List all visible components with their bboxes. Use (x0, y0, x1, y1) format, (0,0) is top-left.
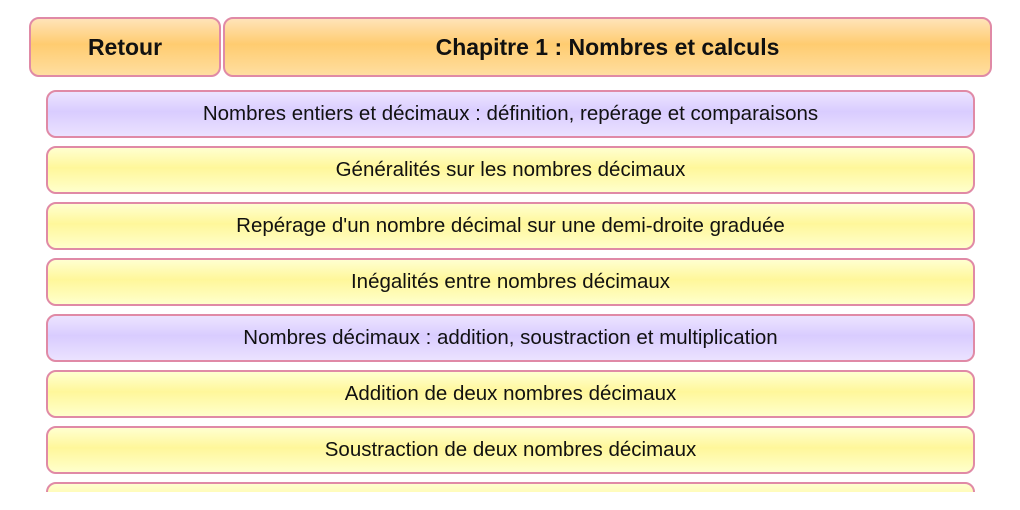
lesson-item[interactable] (46, 482, 975, 492)
lesson-item[interactable]: Généralités sur les nombres décimaux (46, 146, 975, 194)
section-header[interactable]: Nombres entiers et décimaux : définition, repérage et comparaisons (46, 90, 975, 138)
lesson-item[interactable]: Inégalités entre nombres décimaux (46, 258, 975, 306)
back-button[interactable]: Retour (29, 17, 221, 77)
lesson-item[interactable]: Soustraction de deux nombres décimaux (46, 426, 975, 474)
section-header[interactable]: Nombres décimaux : addition, soustraction et multiplication (46, 314, 975, 362)
lesson-item[interactable]: Repérage d'un nombre décimal sur une demi-droite graduée (46, 202, 975, 250)
lesson-list[interactable] (46, 90, 975, 492)
chapter-title: Chapitre 1 : Nombres et calculs (223, 17, 992, 77)
lesson-item[interactable]: Addition de deux nombres décimaux (46, 370, 975, 418)
